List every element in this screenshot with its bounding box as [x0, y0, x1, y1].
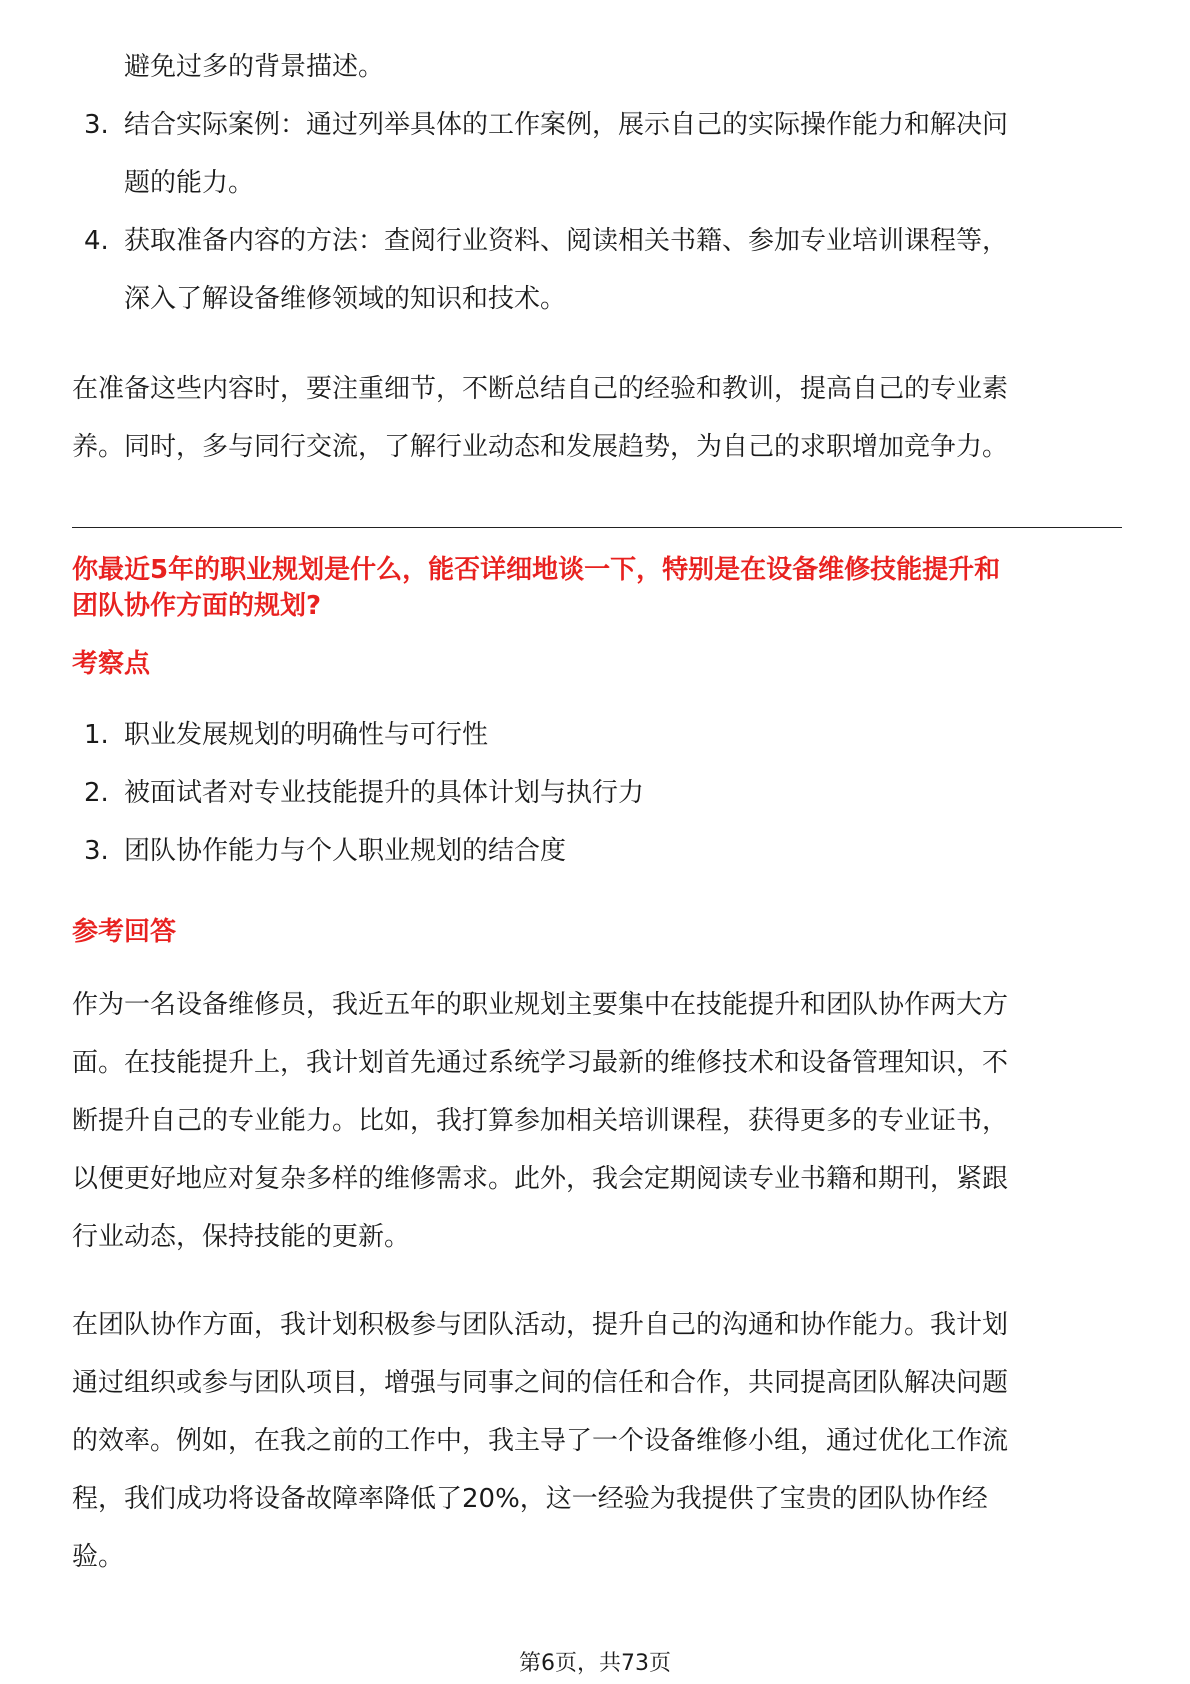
list-number: 2.	[84, 778, 109, 808]
paragraph-line: 以便更好地应对复杂多样的维修需求。此外，我会定期阅读专业书籍和期刊，紧跟	[72, 1164, 1009, 1194]
list-item	[84, 764, 1124, 822]
list-number: 3.	[84, 836, 109, 866]
page-footer: 第6页，共73页	[519, 1651, 671, 1676]
list-text: 被面试者对专业技能提升的具体计划与执行力	[124, 778, 645, 808]
answer-paragraph	[72, 1296, 1122, 1586]
paragraph-line: 在准备这些内容时，要注重细节，不断总结自己的经验和教训，提高自己的专业素	[72, 374, 1009, 404]
summary-paragraph	[72, 360, 1122, 476]
paragraph-line: 通过组织或参与团队项目，增强与同事之间的信任和合作，共同提高团队解决问题	[72, 1368, 1009, 1398]
list-text: 职业发展规划的明确性与可行性	[124, 720, 489, 750]
paragraph-line: 断提升自己的专业能力。比如，我打算参加相关培训课程，获得更多的专业证书，	[72, 1106, 1009, 1136]
paragraph-line: 面。在技能提升上，我计划首先通过系统学习最新的维修技术和设备管理知识，不	[72, 1048, 1009, 1078]
section-divider	[72, 527, 1122, 528]
list-text	[124, 212, 1124, 328]
list-item	[84, 822, 1124, 880]
paragraph-line: 行业动态，保持技能的更新。	[72, 1222, 411, 1252]
paragraph-line: 养。同时，多与同行交流，了解行业动态和发展趋势，为自己的求职增加竞争力。	[72, 432, 1009, 462]
list-text-line: 结合实际案例：通过列举具体的工作案例，展示自己的实际操作能力和解决问	[124, 110, 1009, 140]
list-number: 4.	[84, 226, 109, 256]
list-text-line: 深入了解设备维修领域的知识和技术。	[124, 284, 567, 314]
paragraph-line: 验。	[72, 1542, 125, 1572]
list-item	[84, 96, 1124, 212]
list-text: 团队协作能力与个人职业规划的结合度	[124, 836, 567, 866]
list-item	[84, 706, 1124, 764]
paragraph-line: 的效率。例如，在我之前的工作中，我主导了一个设备维修小组，通过优化工作流	[72, 1426, 1009, 1456]
question-line: 团队协作方面的规划?	[72, 591, 322, 621]
list-text-line: 题的能力。	[124, 168, 255, 198]
continuation-line: 避免过多的背景描述。	[124, 52, 385, 82]
list-number: 3.	[84, 110, 109, 140]
paragraph-line: 在团队协作方面，我计划积极参与团队活动，提升自己的沟通和协作能力。我计划	[72, 1310, 1009, 1340]
list-text	[124, 96, 1124, 212]
paragraph-line: 作为一名设备维修员，我近五年的职业规划主要集中在技能提升和团队协作两大方	[72, 990, 1009, 1020]
list-item	[84, 212, 1124, 328]
answer-paragraph	[72, 976, 1122, 1266]
question-line: 你最近5年的职业规划是什么，能否详细地谈一下，特别是在设备维修技能提升和	[72, 555, 1001, 585]
list-number: 1.	[84, 720, 109, 750]
list-text-line: 获取准备内容的方法：查阅行业资料、阅读相关书籍、参加专业培训课程等，	[124, 226, 1009, 256]
interview-question	[72, 552, 1122, 624]
paragraph-line: 程，我们成功将设备故障率降低了20%，这一经验为我提供了宝贵的团队协作经	[72, 1484, 988, 1514]
answer-heading: 参考回答	[72, 917, 177, 947]
focus-heading: 考察点	[72, 649, 151, 679]
